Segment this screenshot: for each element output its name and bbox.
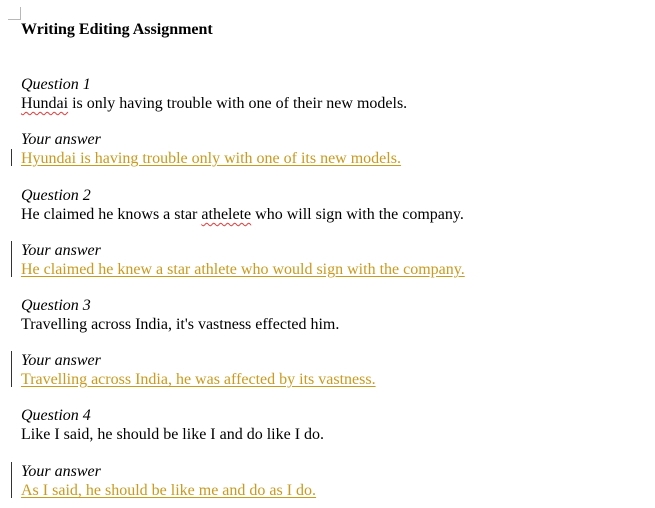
answer-text[interactable]: As I said, he should be like me and do as I do. xyxy=(21,482,317,499)
question-text[interactable]: Travelling across India, it's vastness effected him. xyxy=(21,316,340,333)
answer-label: Your answer xyxy=(21,242,101,259)
document-title: Writing Editing Assignment xyxy=(21,21,213,38)
question-text-rest: is only having trouble with one of their new models. xyxy=(68,95,408,112)
answer-label: Your answer xyxy=(21,131,101,148)
answer-text[interactable]: Hyundai is having trouble only with one of its new models. xyxy=(21,150,401,167)
question-1 xyxy=(21,75,641,113)
change-bar xyxy=(11,241,12,277)
question-label: Question 2 xyxy=(21,187,91,204)
answer-text[interactable]: Travelling across India, he was affected by its vastness. xyxy=(21,371,376,388)
question-label: Question 3 xyxy=(21,297,91,314)
answer-2 xyxy=(21,241,641,279)
change-bar xyxy=(11,351,12,387)
question-text-before: He claimed he knows a star xyxy=(21,206,202,223)
question-text[interactable] xyxy=(21,94,641,113)
question-label: Question 4 xyxy=(21,407,91,424)
answer-label: Your answer xyxy=(21,352,101,369)
misspelled-word[interactable]: Hundai xyxy=(21,95,69,112)
misspelled-word[interactable]: athelete xyxy=(201,206,252,223)
answer-3 xyxy=(21,351,641,389)
question-3 xyxy=(21,296,641,334)
change-bar xyxy=(11,149,12,166)
change-bar xyxy=(11,462,12,498)
page-corner-marker xyxy=(8,7,21,20)
question-2 xyxy=(21,186,641,224)
question-text-after: who will sign with the company. xyxy=(251,206,464,223)
answer-1 xyxy=(21,130,641,168)
question-text[interactable] xyxy=(21,205,641,224)
question-label: Question 1 xyxy=(21,76,91,93)
question-4 xyxy=(21,406,641,444)
answer-4 xyxy=(21,462,641,500)
answer-label: Your answer xyxy=(21,463,101,480)
answer-text[interactable]: He claimed he knew a star athlete who would sign with the company. xyxy=(21,261,465,278)
question-text[interactable]: Like I said, he should be like I and do like I do. xyxy=(21,426,325,443)
